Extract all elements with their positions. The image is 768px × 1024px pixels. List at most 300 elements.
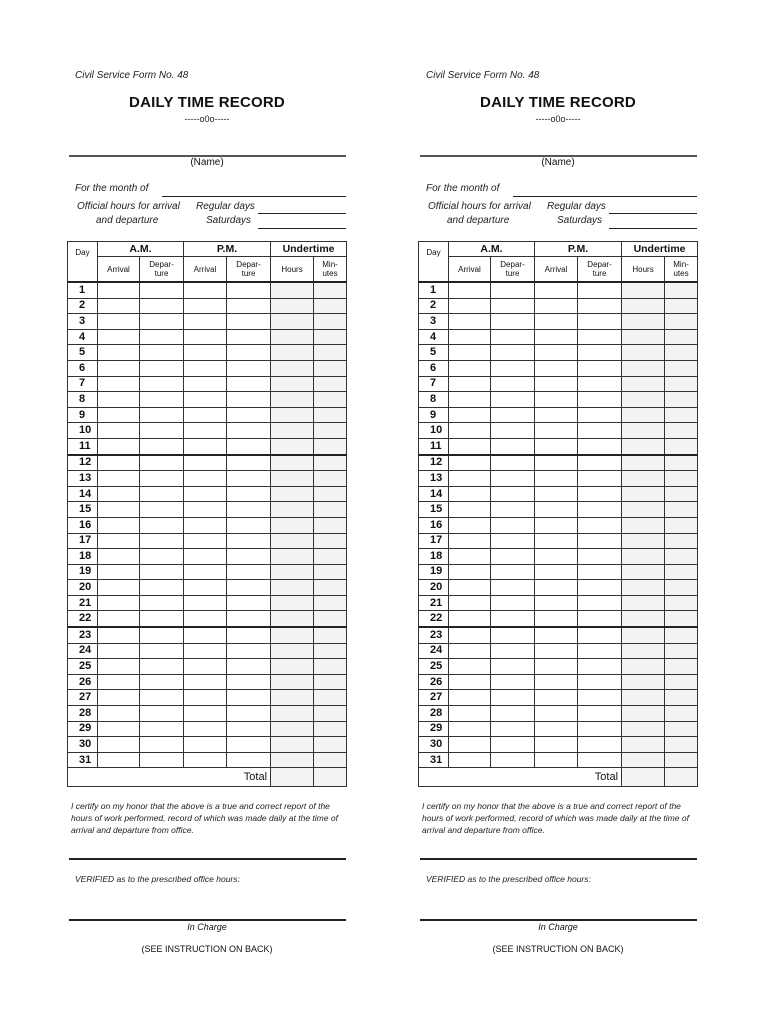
am-departure-cell[interactable] (491, 580, 535, 596)
am-departure-cell[interactable] (491, 455, 535, 471)
am-departure-cell[interactable] (140, 314, 184, 330)
undertime-minutes-cell[interactable] (314, 345, 347, 361)
am-departure-cell[interactable] (140, 564, 184, 580)
total-hours-cell[interactable] (271, 768, 314, 787)
am-departure-cell[interactable] (140, 659, 184, 675)
pm-arrival-cell[interactable] (535, 455, 578, 471)
am-arrival-cell[interactable] (98, 471, 140, 487)
in-charge-signature-line[interactable] (420, 919, 697, 921)
pm-departure-cell[interactable] (227, 282, 271, 298)
undertime-minutes-cell[interactable] (665, 517, 698, 533)
am-arrival-cell[interactable] (98, 690, 140, 706)
undertime-minutes-cell[interactable] (314, 517, 347, 533)
undertime-minutes-cell[interactable] (665, 659, 698, 675)
pm-arrival-cell[interactable] (184, 737, 227, 753)
undertime-minutes-cell[interactable] (314, 659, 347, 675)
total-minutes-cell[interactable] (314, 768, 347, 787)
undertime-hours-cell[interactable] (622, 611, 665, 627)
undertime-hours-cell[interactable] (271, 706, 314, 722)
undertime-hours-cell[interactable] (271, 690, 314, 706)
am-departure-cell[interactable] (140, 345, 184, 361)
in-charge-signature-line[interactable] (69, 919, 346, 921)
undertime-hours-cell[interactable] (622, 298, 665, 314)
pm-arrival-cell[interactable] (535, 329, 578, 345)
undertime-minutes-cell[interactable] (314, 549, 347, 565)
undertime-hours-cell[interactable] (622, 345, 665, 361)
am-departure-cell[interactable] (140, 471, 184, 487)
undertime-hours-cell[interactable] (271, 392, 314, 408)
am-arrival-cell[interactable] (98, 407, 140, 423)
am-departure-cell[interactable] (140, 438, 184, 454)
am-departure-cell[interactable] (491, 392, 535, 408)
undertime-hours-cell[interactable] (271, 376, 314, 392)
month-field[interactable] (162, 196, 346, 197)
am-departure-cell[interactable] (140, 329, 184, 345)
pm-departure-cell[interactable] (578, 737, 622, 753)
pm-arrival-cell[interactable] (184, 752, 227, 768)
undertime-hours-cell[interactable] (271, 580, 314, 596)
am-departure-cell[interactable] (491, 471, 535, 487)
undertime-hours-cell[interactable] (622, 752, 665, 768)
am-departure-cell[interactable] (140, 486, 184, 502)
undertime-minutes-cell[interactable] (665, 721, 698, 737)
pm-departure-cell[interactable] (227, 438, 271, 454)
total-minutes-cell[interactable] (665, 768, 698, 787)
undertime-hours-cell[interactable] (271, 345, 314, 361)
am-departure-cell[interactable] (140, 376, 184, 392)
am-arrival-cell[interactable] (449, 611, 491, 627)
undertime-hours-cell[interactable] (622, 438, 665, 454)
pm-departure-cell[interactable] (578, 549, 622, 565)
signature-line[interactable] (420, 858, 697, 860)
pm-departure-cell[interactable] (578, 438, 622, 454)
undertime-hours-cell[interactable] (271, 486, 314, 502)
am-arrival-cell[interactable] (98, 438, 140, 454)
undertime-minutes-cell[interactable] (314, 564, 347, 580)
pm-arrival-cell[interactable] (535, 564, 578, 580)
pm-arrival-cell[interactable] (535, 438, 578, 454)
signature-line[interactable] (69, 858, 346, 860)
am-arrival-cell[interactable] (98, 737, 140, 753)
am-departure-cell[interactable] (140, 721, 184, 737)
am-departure-cell[interactable] (140, 690, 184, 706)
am-departure-cell[interactable] (491, 706, 535, 722)
pm-departure-cell[interactable] (227, 706, 271, 722)
undertime-hours-cell[interactable] (622, 549, 665, 565)
pm-arrival-cell[interactable] (535, 423, 578, 439)
pm-arrival-cell[interactable] (184, 580, 227, 596)
undertime-minutes-cell[interactable] (665, 423, 698, 439)
undertime-hours-cell[interactable] (271, 752, 314, 768)
pm-departure-cell[interactable] (578, 752, 622, 768)
pm-arrival-cell[interactable] (184, 659, 227, 675)
undertime-hours-cell[interactable] (271, 595, 314, 611)
undertime-minutes-cell[interactable] (314, 643, 347, 659)
undertime-minutes-cell[interactable] (665, 298, 698, 314)
am-departure-cell[interactable] (491, 407, 535, 423)
undertime-minutes-cell[interactable] (314, 314, 347, 330)
pm-departure-cell[interactable] (227, 674, 271, 690)
am-departure-cell[interactable] (491, 298, 535, 314)
am-departure-cell[interactable] (140, 611, 184, 627)
pm-arrival-cell[interactable] (184, 690, 227, 706)
undertime-hours-cell[interactable] (622, 564, 665, 580)
am-departure-cell[interactable] (140, 674, 184, 690)
am-departure-cell[interactable] (491, 564, 535, 580)
pm-departure-cell[interactable] (227, 471, 271, 487)
am-arrival-cell[interactable] (449, 407, 491, 423)
pm-arrival-cell[interactable] (535, 282, 578, 298)
am-departure-cell[interactable] (491, 314, 535, 330)
undertime-minutes-cell[interactable] (314, 392, 347, 408)
pm-arrival-cell[interactable] (184, 627, 227, 643)
am-departure-cell[interactable] (491, 376, 535, 392)
undertime-hours-cell[interactable] (622, 471, 665, 487)
undertime-minutes-cell[interactable] (665, 314, 698, 330)
am-arrival-cell[interactable] (449, 298, 491, 314)
undertime-hours-cell[interactable] (622, 314, 665, 330)
pm-departure-cell[interactable] (227, 392, 271, 408)
am-departure-cell[interactable] (491, 659, 535, 675)
am-arrival-cell[interactable] (449, 423, 491, 439)
am-arrival-cell[interactable] (449, 345, 491, 361)
undertime-minutes-cell[interactable] (665, 549, 698, 565)
am-departure-cell[interactable] (140, 533, 184, 549)
am-departure-cell[interactable] (491, 737, 535, 753)
am-departure-cell[interactable] (140, 423, 184, 439)
am-arrival-cell[interactable] (449, 752, 491, 768)
undertime-hours-cell[interactable] (271, 455, 314, 471)
pm-departure-cell[interactable] (578, 580, 622, 596)
am-arrival-cell[interactable] (98, 706, 140, 722)
am-arrival-cell[interactable] (449, 376, 491, 392)
pm-departure-cell[interactable] (227, 580, 271, 596)
am-departure-cell[interactable] (491, 486, 535, 502)
undertime-hours-cell[interactable] (271, 737, 314, 753)
undertime-hours-cell[interactable] (271, 533, 314, 549)
am-arrival-cell[interactable] (98, 392, 140, 408)
pm-departure-cell[interactable] (227, 407, 271, 423)
pm-arrival-cell[interactable] (184, 721, 227, 737)
undertime-minutes-cell[interactable] (665, 643, 698, 659)
pm-arrival-cell[interactable] (535, 595, 578, 611)
pm-arrival-cell[interactable] (535, 752, 578, 768)
pm-arrival-cell[interactable] (184, 392, 227, 408)
undertime-hours-cell[interactable] (271, 674, 314, 690)
pm-arrival-cell[interactable] (535, 486, 578, 502)
undertime-minutes-cell[interactable] (314, 502, 347, 518)
undertime-hours-cell[interactable] (271, 659, 314, 675)
pm-departure-cell[interactable] (227, 659, 271, 675)
pm-departure-cell[interactable] (227, 737, 271, 753)
am-departure-cell[interactable] (491, 533, 535, 549)
pm-arrival-cell[interactable] (184, 376, 227, 392)
undertime-minutes-cell[interactable] (314, 438, 347, 454)
pm-departure-cell[interactable] (578, 659, 622, 675)
undertime-minutes-cell[interactable] (665, 329, 698, 345)
am-arrival-cell[interactable] (449, 486, 491, 502)
am-departure-cell[interactable] (491, 674, 535, 690)
pm-arrival-cell[interactable] (535, 737, 578, 753)
pm-departure-cell[interactable] (227, 517, 271, 533)
am-arrival-cell[interactable] (449, 721, 491, 737)
pm-departure-cell[interactable] (227, 502, 271, 518)
am-departure-cell[interactable] (491, 549, 535, 565)
am-arrival-cell[interactable] (98, 549, 140, 565)
am-arrival-cell[interactable] (98, 517, 140, 533)
am-arrival-cell[interactable] (98, 564, 140, 580)
am-arrival-cell[interactable] (449, 471, 491, 487)
pm-departure-cell[interactable] (227, 595, 271, 611)
pm-departure-cell[interactable] (578, 376, 622, 392)
undertime-hours-cell[interactable] (271, 471, 314, 487)
pm-arrival-cell[interactable] (184, 407, 227, 423)
pm-departure-cell[interactable] (227, 486, 271, 502)
undertime-hours-cell[interactable] (622, 706, 665, 722)
undertime-hours-cell[interactable] (271, 502, 314, 518)
pm-arrival-cell[interactable] (535, 659, 578, 675)
pm-arrival-cell[interactable] (184, 643, 227, 659)
pm-departure-cell[interactable] (227, 314, 271, 330)
am-arrival-cell[interactable] (98, 721, 140, 737)
undertime-minutes-cell[interactable] (665, 345, 698, 361)
pm-departure-cell[interactable] (578, 486, 622, 502)
undertime-hours-cell[interactable] (271, 564, 314, 580)
pm-departure-cell[interactable] (227, 690, 271, 706)
pm-departure-cell[interactable] (227, 298, 271, 314)
undertime-minutes-cell[interactable] (314, 455, 347, 471)
am-arrival-cell[interactable] (98, 314, 140, 330)
pm-arrival-cell[interactable] (535, 549, 578, 565)
pm-arrival-cell[interactable] (535, 407, 578, 423)
am-arrival-cell[interactable] (449, 314, 491, 330)
undertime-minutes-cell[interactable] (314, 674, 347, 690)
undertime-minutes-cell[interactable] (665, 580, 698, 596)
am-departure-cell[interactable] (140, 752, 184, 768)
am-arrival-cell[interactable] (449, 737, 491, 753)
undertime-minutes-cell[interactable] (665, 486, 698, 502)
undertime-hours-cell[interactable] (622, 643, 665, 659)
undertime-minutes-cell[interactable] (314, 533, 347, 549)
undertime-hours-cell[interactable] (271, 438, 314, 454)
undertime-hours-cell[interactable] (622, 595, 665, 611)
pm-departure-cell[interactable] (578, 690, 622, 706)
pm-arrival-cell[interactable] (535, 580, 578, 596)
am-arrival-cell[interactable] (449, 580, 491, 596)
undertime-hours-cell[interactable] (271, 360, 314, 376)
pm-departure-cell[interactable] (578, 502, 622, 518)
saturdays-field[interactable] (258, 228, 346, 229)
am-arrival-cell[interactable] (98, 376, 140, 392)
am-departure-cell[interactable] (491, 282, 535, 298)
am-arrival-cell[interactable] (98, 502, 140, 518)
undertime-minutes-cell[interactable] (665, 737, 698, 753)
undertime-minutes-cell[interactable] (314, 752, 347, 768)
pm-departure-cell[interactable] (578, 564, 622, 580)
am-arrival-cell[interactable] (98, 329, 140, 345)
pm-departure-cell[interactable] (578, 517, 622, 533)
pm-arrival-cell[interactable] (535, 627, 578, 643)
pm-departure-cell[interactable] (227, 611, 271, 627)
undertime-hours-cell[interactable] (622, 360, 665, 376)
am-departure-cell[interactable] (140, 502, 184, 518)
undertime-hours-cell[interactable] (622, 737, 665, 753)
am-arrival-cell[interactable] (98, 611, 140, 627)
pm-arrival-cell[interactable] (184, 595, 227, 611)
am-arrival-cell[interactable] (98, 533, 140, 549)
undertime-hours-cell[interactable] (622, 423, 665, 439)
am-arrival-cell[interactable] (449, 706, 491, 722)
undertime-hours-cell[interactable] (271, 721, 314, 737)
pm-arrival-cell[interactable] (184, 329, 227, 345)
undertime-hours-cell[interactable] (622, 627, 665, 643)
am-departure-cell[interactable] (491, 502, 535, 518)
am-arrival-cell[interactable] (98, 282, 140, 298)
am-departure-cell[interactable] (140, 595, 184, 611)
am-arrival-cell[interactable] (449, 690, 491, 706)
pm-departure-cell[interactable] (227, 360, 271, 376)
pm-arrival-cell[interactable] (184, 345, 227, 361)
am-departure-cell[interactable] (140, 549, 184, 565)
pm-departure-cell[interactable] (578, 595, 622, 611)
pm-arrival-cell[interactable] (184, 517, 227, 533)
am-arrival-cell[interactable] (449, 455, 491, 471)
pm-departure-cell[interactable] (227, 376, 271, 392)
pm-arrival-cell[interactable] (535, 345, 578, 361)
undertime-minutes-cell[interactable] (314, 329, 347, 345)
pm-arrival-cell[interactable] (184, 502, 227, 518)
pm-arrival-cell[interactable] (184, 486, 227, 502)
regular-days-field[interactable] (609, 213, 697, 214)
undertime-hours-cell[interactable] (622, 580, 665, 596)
pm-departure-cell[interactable] (578, 392, 622, 408)
am-departure-cell[interactable] (140, 517, 184, 533)
total-hours-cell[interactable] (622, 768, 665, 787)
am-arrival-cell[interactable] (98, 627, 140, 643)
undertime-minutes-cell[interactable] (314, 706, 347, 722)
undertime-minutes-cell[interactable] (314, 486, 347, 502)
am-arrival-cell[interactable] (98, 643, 140, 659)
undertime-minutes-cell[interactable] (665, 376, 698, 392)
pm-departure-cell[interactable] (578, 706, 622, 722)
pm-departure-cell[interactable] (578, 611, 622, 627)
undertime-hours-cell[interactable] (271, 643, 314, 659)
undertime-minutes-cell[interactable] (314, 360, 347, 376)
am-arrival-cell[interactable] (98, 595, 140, 611)
am-departure-cell[interactable] (491, 360, 535, 376)
am-arrival-cell[interactable] (98, 423, 140, 439)
pm-departure-cell[interactable] (227, 423, 271, 439)
undertime-minutes-cell[interactable] (314, 298, 347, 314)
pm-departure-cell[interactable] (578, 643, 622, 659)
am-arrival-cell[interactable] (449, 360, 491, 376)
undertime-minutes-cell[interactable] (314, 423, 347, 439)
undertime-hours-cell[interactable] (622, 721, 665, 737)
undertime-hours-cell[interactable] (622, 674, 665, 690)
am-departure-cell[interactable] (140, 298, 184, 314)
pm-arrival-cell[interactable] (535, 502, 578, 518)
pm-departure-cell[interactable] (227, 721, 271, 737)
am-departure-cell[interactable] (491, 423, 535, 439)
pm-arrival-cell[interactable] (535, 674, 578, 690)
am-departure-cell[interactable] (491, 329, 535, 345)
month-field[interactable] (513, 196, 697, 197)
pm-departure-cell[interactable] (578, 282, 622, 298)
undertime-minutes-cell[interactable] (665, 690, 698, 706)
undertime-hours-cell[interactable] (271, 549, 314, 565)
undertime-hours-cell[interactable] (622, 502, 665, 518)
undertime-hours-cell[interactable] (271, 627, 314, 643)
undertime-minutes-cell[interactable] (665, 455, 698, 471)
undertime-hours-cell[interactable] (271, 517, 314, 533)
undertime-minutes-cell[interactable] (665, 407, 698, 423)
am-arrival-cell[interactable] (449, 329, 491, 345)
undertime-hours-cell[interactable] (622, 690, 665, 706)
undertime-hours-cell[interactable] (622, 533, 665, 549)
undertime-minutes-cell[interactable] (314, 282, 347, 298)
pm-departure-cell[interactable] (578, 533, 622, 549)
pm-arrival-cell[interactable] (184, 674, 227, 690)
pm-arrival-cell[interactable] (535, 611, 578, 627)
am-departure-cell[interactable] (140, 360, 184, 376)
pm-departure-cell[interactable] (578, 471, 622, 487)
pm-departure-cell[interactable] (578, 455, 622, 471)
pm-arrival-cell[interactable] (535, 471, 578, 487)
pm-departure-cell[interactable] (227, 627, 271, 643)
undertime-minutes-cell[interactable] (665, 471, 698, 487)
undertime-minutes-cell[interactable] (665, 392, 698, 408)
undertime-hours-cell[interactable] (622, 282, 665, 298)
undertime-hours-cell[interactable] (271, 298, 314, 314)
undertime-minutes-cell[interactable] (665, 611, 698, 627)
am-arrival-cell[interactable] (98, 674, 140, 690)
pm-arrival-cell[interactable] (184, 706, 227, 722)
undertime-hours-cell[interactable] (271, 407, 314, 423)
pm-arrival-cell[interactable] (184, 611, 227, 627)
am-arrival-cell[interactable] (449, 502, 491, 518)
undertime-hours-cell[interactable] (622, 517, 665, 533)
pm-departure-cell[interactable] (227, 455, 271, 471)
pm-arrival-cell[interactable] (535, 643, 578, 659)
am-arrival-cell[interactable] (449, 674, 491, 690)
pm-arrival-cell[interactable] (184, 314, 227, 330)
am-departure-cell[interactable] (140, 407, 184, 423)
am-departure-cell[interactable] (491, 517, 535, 533)
am-arrival-cell[interactable] (449, 564, 491, 580)
am-departure-cell[interactable] (140, 627, 184, 643)
pm-arrival-cell[interactable] (184, 298, 227, 314)
pm-arrival-cell[interactable] (184, 438, 227, 454)
undertime-hours-cell[interactable] (622, 376, 665, 392)
pm-arrival-cell[interactable] (535, 376, 578, 392)
pm-arrival-cell[interactable] (535, 314, 578, 330)
am-departure-cell[interactable] (491, 595, 535, 611)
am-departure-cell[interactable] (140, 282, 184, 298)
undertime-minutes-cell[interactable] (314, 580, 347, 596)
am-departure-cell[interactable] (491, 643, 535, 659)
am-arrival-cell[interactable] (449, 627, 491, 643)
am-arrival-cell[interactable] (449, 438, 491, 454)
undertime-hours-cell[interactable] (622, 407, 665, 423)
pm-departure-cell[interactable] (227, 345, 271, 361)
am-arrival-cell[interactable] (449, 643, 491, 659)
am-arrival-cell[interactable] (449, 659, 491, 675)
am-arrival-cell[interactable] (449, 549, 491, 565)
am-arrival-cell[interactable] (98, 752, 140, 768)
am-arrival-cell[interactable] (449, 392, 491, 408)
am-arrival-cell[interactable] (98, 486, 140, 502)
saturdays-field[interactable] (609, 228, 697, 229)
